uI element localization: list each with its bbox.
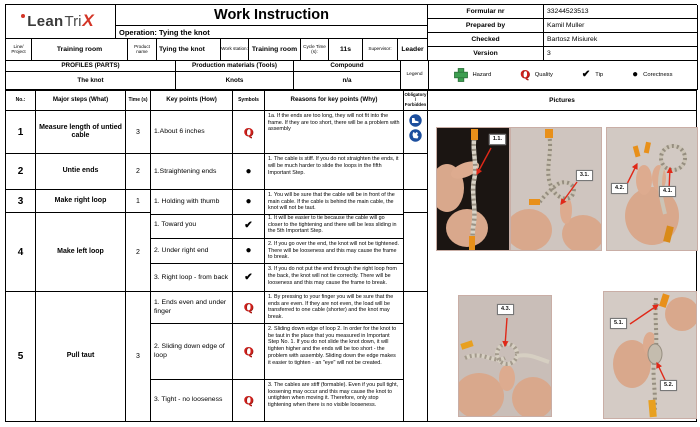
work-station-label: Work station: xyxy=(221,39,249,61)
legend-correctness-label: Corectness xyxy=(643,71,673,78)
obligatory-cell xyxy=(404,190,428,213)
obligatory-cell xyxy=(404,154,428,190)
legend-item-quality xyxy=(520,69,553,80)
keypoint-how: 1.About 6 inches xyxy=(151,111,233,155)
formular-nr-label: Formular nr xyxy=(428,5,544,19)
keypoint-row xyxy=(151,292,404,324)
step-no: 1 xyxy=(6,111,36,155)
tools-header: Production materials (Tools) xyxy=(176,60,294,72)
keypoint-row xyxy=(151,213,404,239)
col-header-why: Reasons for key points (Why) xyxy=(265,91,404,111)
steps-table xyxy=(6,90,428,422)
keypoint-row xyxy=(151,324,404,380)
symbol-icon xyxy=(244,221,252,231)
keypoint-how: 1.Straightening ends xyxy=(151,154,233,190)
line-project-label: Line/ Project xyxy=(6,39,32,61)
prepared-by-label: Prepared by xyxy=(428,19,544,33)
obligatory-cell xyxy=(404,292,428,422)
step-row-5 xyxy=(6,292,428,422)
photo-step-1 xyxy=(436,127,510,251)
compound-header: Compound xyxy=(294,60,401,72)
photo-label: 1.1. xyxy=(489,134,506,145)
logo-x-icon: X xyxy=(82,10,94,30)
keypoint-why: 1. The cable is stiff. If you do not straighten the ends, it will be much harder to slide the loops in the fifth Important Step. xyxy=(265,154,404,190)
symbol-icon xyxy=(244,127,254,138)
correctness-icon xyxy=(632,70,638,80)
keypoint-how: 3. Tight - no looseness xyxy=(151,380,233,422)
hazard-icon xyxy=(454,68,468,82)
symbol-icon xyxy=(244,346,254,357)
operation-label: Operation: Tying the knot xyxy=(116,26,428,39)
protective-gloves-icon xyxy=(409,129,422,142)
version-label: Version xyxy=(428,47,544,61)
photo-label: 4.2. xyxy=(611,183,628,194)
legend-hazard-label: Hazard xyxy=(472,71,492,78)
photo-label: 3.1. xyxy=(576,170,593,181)
step-time: 3 xyxy=(126,292,151,422)
photo-step-4 xyxy=(606,127,698,251)
legend-tip-label: Tip xyxy=(595,71,604,78)
pictures-area xyxy=(428,111,696,422)
formular-nr-value: 33244523513 xyxy=(544,5,698,19)
cycle-time-value: 11s xyxy=(329,39,363,61)
col-header-no: No.: xyxy=(6,91,36,111)
obligatory-cell xyxy=(404,111,428,155)
profiles-value: The knot xyxy=(6,72,176,90)
legend-item-hazard xyxy=(454,68,492,82)
document-title: Work Instruction xyxy=(116,5,428,26)
step-no: 5 xyxy=(6,292,36,422)
pictures-column xyxy=(428,90,697,422)
legend-label: Legend xyxy=(401,60,429,90)
photo-label: 4.1. xyxy=(659,186,676,197)
symbol-icon xyxy=(244,395,254,406)
photo-step-4b xyxy=(458,295,552,417)
prepared-by-value: Kamil Muller xyxy=(544,19,698,33)
col-header-obligatory: Obligatory / Forbidden xyxy=(404,91,428,111)
keypoint-row xyxy=(151,264,404,292)
step-time: 1 xyxy=(126,190,151,213)
keypoint-how: 1. Ends even and under finger xyxy=(151,292,233,324)
checked-value: Bartosz Misiurek xyxy=(544,33,698,47)
cycle-time-label: Cycle Time (s): xyxy=(301,39,329,61)
profiles-header: PROFILES (PARTS) xyxy=(6,60,176,72)
symbol-icon xyxy=(245,197,251,207)
keypoint-why: 1. You will be sure that the cable will be in front of the main cable. If the cable is behind the main cable, the knot will not be taut. xyxy=(265,190,404,215)
photo-step-5 xyxy=(603,291,697,419)
keypoint-row xyxy=(151,111,404,155)
step-row-3 xyxy=(6,190,428,213)
quality-icon xyxy=(520,69,530,80)
logo-cell xyxy=(6,5,116,39)
compound-value: n/a xyxy=(294,72,401,90)
keypoint-why: 2. If you go over the end, the knot will not be tightened. There will be looseness and this may cause the frame to break. xyxy=(265,239,404,264)
keypoint-why: 3. If you do not put the end through the right loop from the back, the knot will not tie correctly. There will be looseness and this may cause the frame to break. xyxy=(265,264,404,292)
supervisor-value: Leader xyxy=(398,39,428,61)
photo-label: 5.1. xyxy=(610,318,627,329)
keypoint-row xyxy=(151,154,404,190)
keypoint-row xyxy=(151,190,404,215)
keypoint-how: 2. Sliding down edge of loop xyxy=(151,324,233,380)
keypoint-how: 3. Right loop - from back xyxy=(151,264,233,292)
step-row-1 xyxy=(6,111,428,155)
product-name-label: Product name xyxy=(128,39,157,61)
header-info-row xyxy=(6,39,428,61)
symbol-icon xyxy=(245,167,251,177)
work-station-value: Training room xyxy=(249,39,301,61)
checked-label: Checked xyxy=(428,33,544,47)
step-time: 2 xyxy=(126,154,151,190)
legend xyxy=(429,60,698,90)
col-header-time: Time (s) xyxy=(126,91,151,111)
step-time: 2 xyxy=(126,213,151,292)
keypoint-why: 1. By pressing to your finger you will be sure that the ends are even. If they are not even, the load will be transferred to one cable (shorter) and the knot may break. xyxy=(265,292,404,324)
logo-text-lean: Lean xyxy=(27,13,64,30)
logo-text-tri: Tri xyxy=(64,13,82,30)
tip-icon xyxy=(582,70,590,80)
legend-item-correctness xyxy=(632,70,672,80)
keypoint-why: 3. The cables are stiff (formable). Even if you pull tight, loosening may occur and this may cause the knot to untighten when moving it. Therefore, only stop tightening when there is no visible looseness. xyxy=(265,380,404,422)
line-project-value: Training room xyxy=(32,39,128,61)
step-no: 3 xyxy=(6,190,36,213)
step-no: 2 xyxy=(6,154,36,190)
step-what: Make left loop xyxy=(36,213,126,292)
col-header-how: Key points (How) xyxy=(151,91,233,111)
legend-quality-label: Quality xyxy=(534,71,553,78)
step-time: 3 xyxy=(126,111,151,155)
legend-item-tip xyxy=(582,70,603,80)
leantrix-logo xyxy=(27,12,94,32)
keypoint-why: 2. Sliding down edge of loop 2. In order for the knot to be taut in the place that you measured in Important Step No. 1. If you do not slide the knot down, it will tighten higher and the ends will be too short - the problem with assembly. Sliding down the edge makes it easier to tighten - an "eye" will not be created. xyxy=(265,324,404,380)
version-value: 3 xyxy=(544,47,698,61)
photo-step-3 xyxy=(510,127,602,251)
obligatory-cell xyxy=(404,213,428,292)
supervisor-label: Supervisor: xyxy=(363,39,398,61)
symbol-icon xyxy=(244,273,252,283)
col-header-what: Major steps (What) xyxy=(36,91,126,111)
photo-label: 5.2. xyxy=(660,380,677,391)
symbol-icon xyxy=(244,302,254,313)
col-header-symbols: Symbols xyxy=(233,91,265,111)
col-header-pictures: Pictures xyxy=(428,91,696,111)
main-table xyxy=(5,90,697,422)
keypoint-row xyxy=(151,380,404,422)
tools-value: Knots xyxy=(176,72,294,90)
step-no: 4 xyxy=(6,213,36,292)
step-what: Untie ends xyxy=(36,154,126,190)
step-row-2 xyxy=(6,154,428,190)
keypoint-why: 1a. If the ends are too long, they will not fit into the frame. If they are too short, there will be a problem with assembly xyxy=(265,111,404,155)
photo-label: 4.3. xyxy=(497,304,514,315)
keypoint-row xyxy=(151,239,404,264)
keypoint-how: 1. Toward you xyxy=(151,213,233,239)
safety-shoes-icon xyxy=(409,114,422,127)
table-header-row xyxy=(6,91,428,111)
product-name-value: Tying the knot xyxy=(157,39,221,61)
header xyxy=(5,4,697,60)
step-what: Measure length of untied cable xyxy=(36,111,126,155)
step-what: Make right loop xyxy=(36,190,126,213)
keypoint-how: 1. Holding with thumb xyxy=(151,190,233,215)
symbol-icon xyxy=(245,246,251,256)
keypoint-how: 2. Under right end xyxy=(151,239,233,264)
step-what: Pull taut xyxy=(36,292,126,422)
keypoint-why: 1. It will be easier to tie because the cable will go closer to the tightening and there will be less sliding in the 5th Important Step. xyxy=(265,213,404,239)
keypoints xyxy=(151,111,404,155)
materials-strip xyxy=(5,60,697,90)
step-row-4 xyxy=(6,213,428,292)
logo-dot-icon xyxy=(21,14,25,18)
